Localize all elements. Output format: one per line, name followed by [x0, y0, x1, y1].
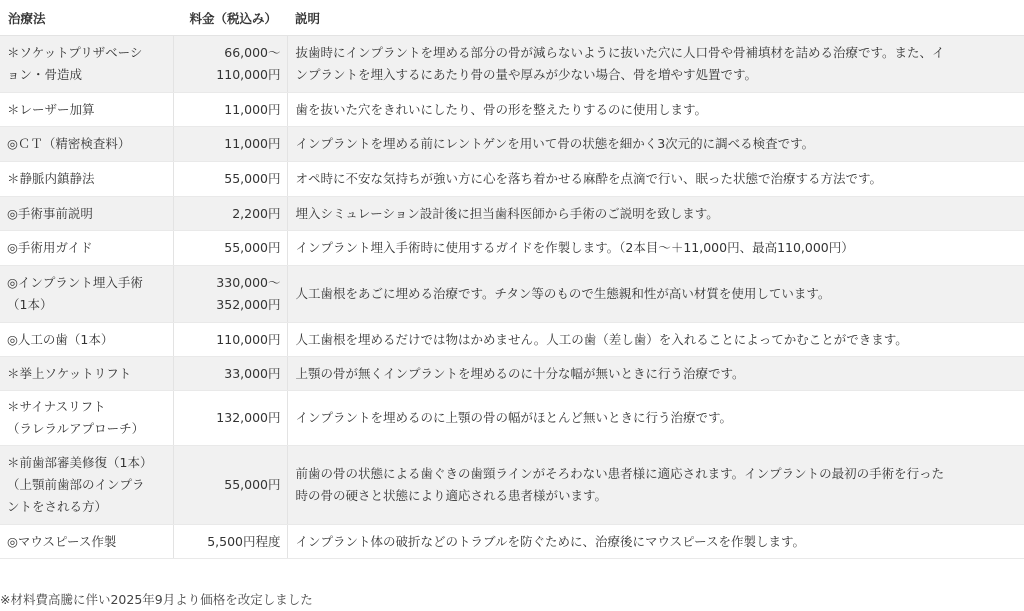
header-price: 料金（税込み）: [173, 0, 287, 36]
treatment-name-cell: [0, 231, 173, 266]
treatment-name-cell-line: ◎手術用ガイド: [7, 240, 93, 255]
table-row: [0, 197, 1024, 231]
description-cell: [287, 36, 1024, 93]
table-row: [0, 162, 1024, 197]
description-cell-line: 前歯の骨の状態による歯ぐきの歯頸ラインがそろわない患者様に適応されます。インプラントの最初の手術を行った: [295, 466, 945, 481]
treatment-name-cell: [0, 391, 173, 446]
price-cell-line: 66,000〜: [224, 45, 281, 60]
description-cell: [287, 93, 1024, 127]
table-header-row: [0, 0, 1024, 36]
treatment-name-cell-line: ョン・骨造成: [7, 67, 83, 82]
treatment-name-cell-line: ＊挙上ソケットリフト: [7, 365, 132, 381]
price-cell: [173, 323, 287, 357]
price-cell-line: 110,000円: [216, 67, 281, 82]
description-cell: [287, 323, 1024, 357]
price-cell-line: 330,000〜: [216, 275, 281, 290]
table-row: [0, 323, 1024, 357]
table-row: [0, 391, 1024, 446]
description-cell-line: 抜歯時にインプラントを埋める部分の骨が減らないように抜いた穴に人口骨や骨補填材を詰める治療です。また、イ: [295, 45, 945, 60]
treatment-name-cell: [0, 162, 173, 197]
table-row: [0, 446, 1024, 525]
treatment-name-cell: [0, 197, 173, 231]
price-cell-line: 55,000円: [224, 171, 281, 186]
price-cell: [173, 162, 287, 197]
table-row: [0, 231, 1024, 266]
description-cell-line: 歯を抜いた穴をきれいにしたり、骨の形を整えたりするのに使用します。: [295, 101, 708, 117]
description-cell: [287, 162, 1024, 197]
price-cell: [173, 357, 287, 391]
price-cell: [173, 127, 287, 162]
treatment-name-cell-line: ＊ソケットプリザベーシ: [7, 45, 143, 60]
price-cell-line: 11,000円: [224, 101, 281, 117]
price-cell: [173, 36, 287, 93]
treatment-name-cell-line: （1本）: [7, 297, 53, 312]
treatment-name-cell: [0, 127, 173, 162]
table-row: [0, 357, 1024, 391]
description-cell-line: 埋入シミュレーション設計後に担当歯科医師から手術のご説明を致します。: [295, 205, 719, 221]
description-cell: [287, 127, 1024, 162]
table-row: [0, 93, 1024, 127]
price-cell: [173, 266, 287, 323]
price-cell-line: 5,500円程度: [207, 533, 281, 549]
price-cell-line: 55,000円: [224, 477, 281, 492]
table-row: [0, 36, 1024, 93]
description-cell: [287, 525, 1024, 559]
treatment-name-cell-line: ＊前歯部審美修復（1本）: [7, 455, 153, 470]
description-cell-line: 上顎の骨が無くインプラントを埋めるのに十分な幅が無いときに行う治療です。: [295, 365, 745, 381]
treatment-name-cell-line: ◎インプラント埋入手術: [7, 275, 143, 290]
price-cell-line: 11,000円: [224, 136, 281, 151]
price-cell-line: 132,000円: [216, 410, 281, 425]
price-revision-note: ※材料費高騰に伴い2025年9月より価格を改定しました: [0, 592, 313, 607]
treatment-name-cell-line: ◎人工の歯（1本）: [7, 331, 114, 347]
description-cell-line: インプラントを埋める前にレントゲンを用いて骨の状態を細かく3次元的に調べる検査です。: [295, 136, 815, 151]
price-cell-line: 110,000円: [216, 331, 281, 347]
description-cell: [287, 266, 1024, 323]
treatment-name-cell-line: （ラレラルアプローチ）: [7, 421, 145, 436]
description-cell-line: インプラント体の破折などのトラブルを防ぐために、治療後にマウスピースを作製します。: [295, 533, 806, 549]
table-row: [0, 266, 1024, 323]
price-cell: [173, 231, 287, 266]
price-cell: [173, 197, 287, 231]
price-cell: [173, 446, 287, 525]
treatment-name-cell: [0, 323, 173, 357]
price-cell-line: 55,000円: [224, 240, 281, 255]
treatment-name-cell: [0, 357, 173, 391]
description-cell-line: 時の骨の硬さと状態により適応される患者様がいます。: [295, 488, 608, 503]
description-cell: [287, 357, 1024, 391]
treatment-name-cell-line: ◎ＣＴ（精密検査料）: [7, 136, 131, 151]
description-cell-line: インプラント埋入手術時に使用するガイドを作製します。（2本目〜＋11,000円、最高110,000円）: [295, 240, 854, 255]
price-cell: [173, 525, 287, 559]
table-row: [0, 525, 1024, 559]
description-cell-line: ンプラントを埋入するにあたり骨の量や厚みが少ない場合、骨を増やす処置です。: [295, 67, 758, 82]
treatment-name-cell: [0, 446, 173, 525]
table-row: [0, 127, 1024, 162]
treatment-name-cell-line: ◎マウスピース作製: [7, 533, 117, 549]
treatment-name-cell: [0, 93, 173, 127]
price-cell-line: 352,000円: [216, 297, 281, 312]
description-cell: [287, 391, 1024, 446]
description-cell-line: オペ時に不安な気持ちが強い方に心を落ち着かせる麻酔を点滴で行い、眠った状態で治療する方法です。: [295, 171, 883, 186]
description-cell: [287, 231, 1024, 266]
price-cell-line: 2,200円: [232, 205, 281, 221]
treatment-name-cell: [0, 36, 173, 93]
price-cell: [173, 391, 287, 446]
treatment-name-cell: [0, 525, 173, 559]
description-cell-line: 人工歯根を埋めるだけでは物はかめません。人工の歯（差し歯）を入れることによってかむことができます。: [295, 331, 908, 347]
treatment-name-cell-line: ントをされる方）: [7, 499, 108, 514]
header-description: 説明: [287, 0, 1024, 36]
description-cell: [287, 446, 1024, 525]
treatment-name-cell-line: ＊レーザー加算: [7, 101, 95, 117]
treatment-name-cell: [0, 266, 173, 323]
treatment-name-cell-line: （上顎前歯部のインプラ: [7, 477, 145, 492]
treatment-name-cell-line: ＊サイナスリフト: [7, 399, 106, 414]
header-treatment: 治療法: [0, 0, 173, 36]
description-cell-line: 人工歯根をあごに埋める治療です。チタン等のもので生態親和性が高い材質を使用しています。: [295, 286, 831, 301]
description-cell-line: インプラントを埋めるのに上顎の骨の幅がほとんど無いときに行う治療です。: [295, 410, 733, 425]
description-cell: [287, 197, 1024, 231]
treatment-name-cell-line: ◎手術事前説明: [7, 205, 93, 221]
treatment-name-cell-line: ＊静脈内鎮静法: [7, 171, 95, 186]
price-cell-line: 33,000円: [224, 365, 281, 381]
price-cell: [173, 93, 287, 127]
